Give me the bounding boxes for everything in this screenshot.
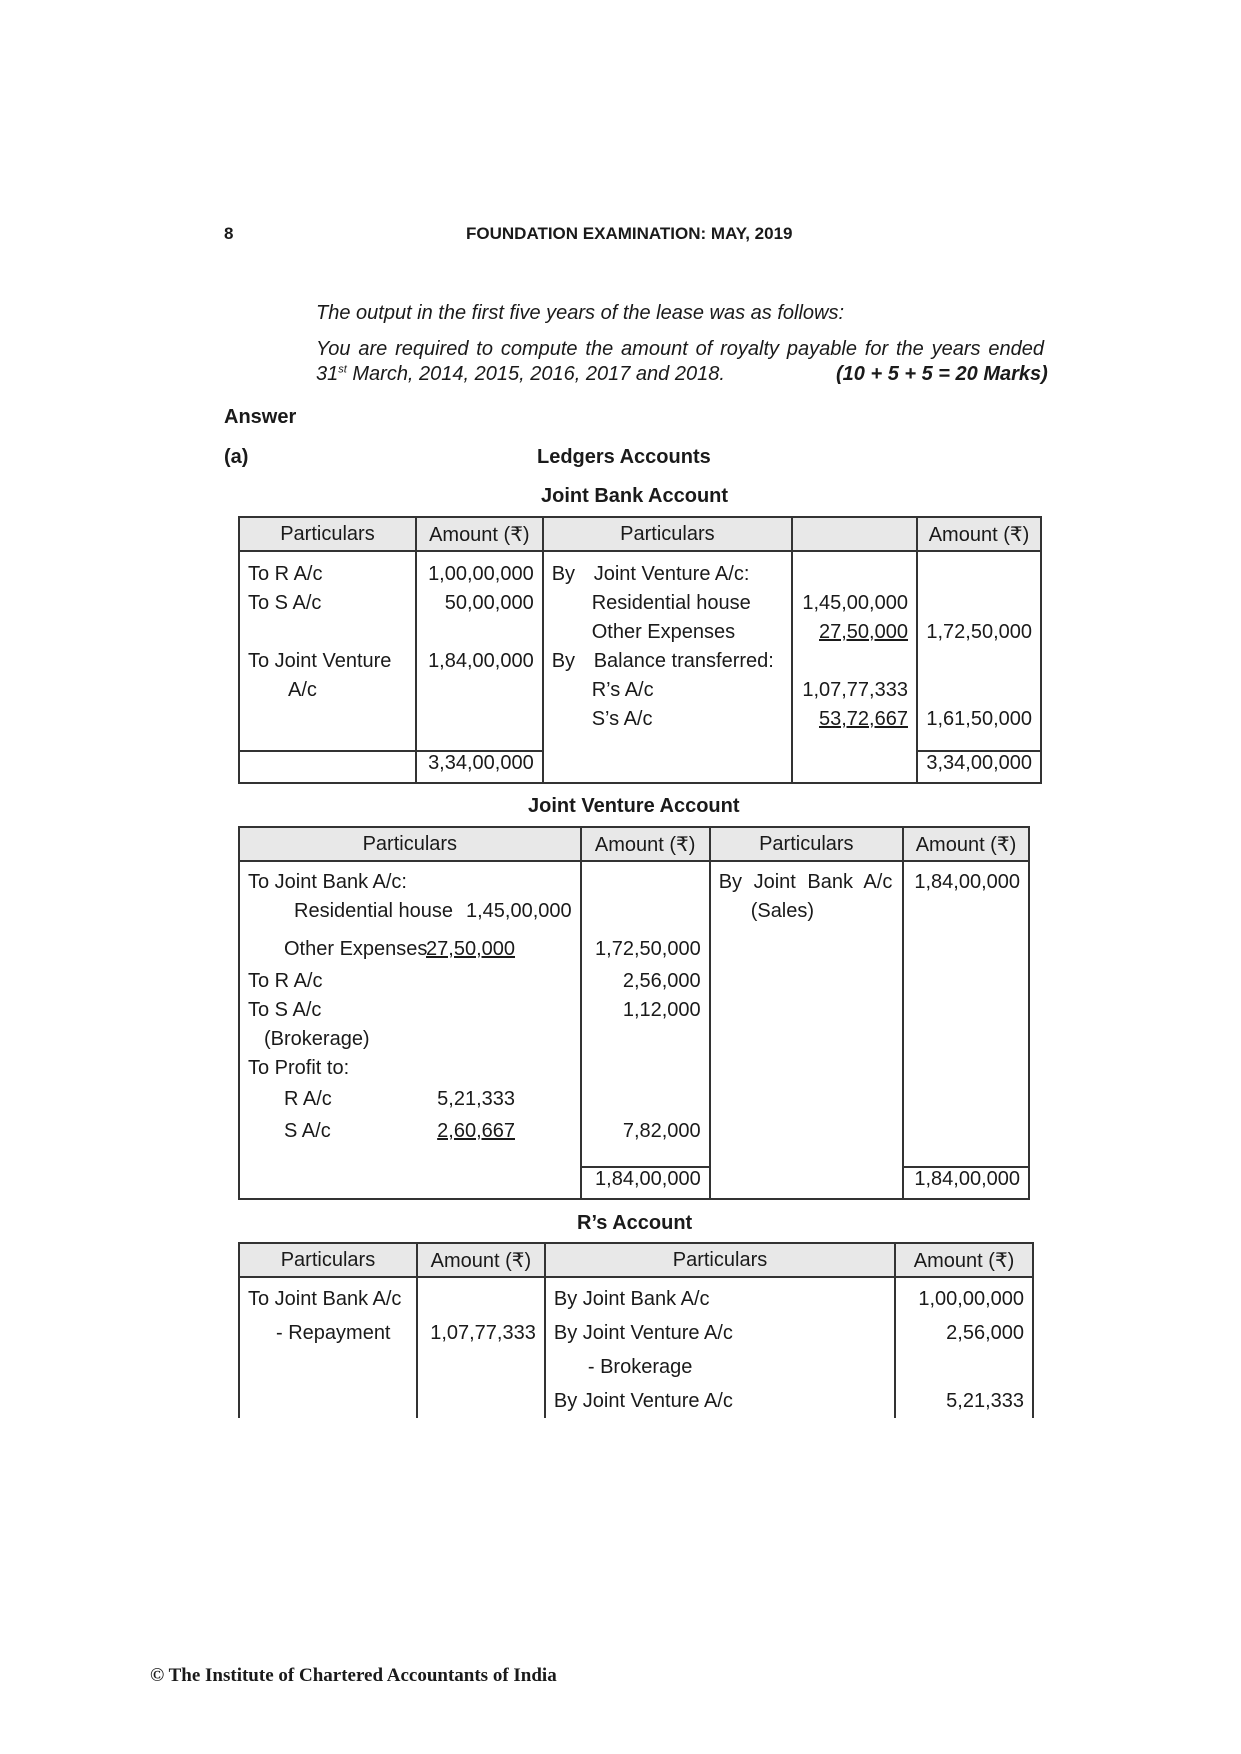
jv-cr-amount: 1,84,00,000 bbox=[914, 871, 1020, 893]
jb-dr-r: To R A/c bbox=[248, 563, 323, 585]
jb-cr-r: R’s A/c bbox=[591, 679, 654, 701]
jv-dr-particulars bbox=[239, 861, 581, 1167]
jb-cr-subtotal-2: 1,61,50,000 bbox=[926, 708, 1032, 730]
r-dr-amounts bbox=[417, 1277, 545, 1418]
jb-cr-by1: By bbox=[551, 563, 576, 585]
jb-dr-jv-2: A/c bbox=[288, 679, 317, 701]
jb-cr-other: Other Expenses bbox=[591, 621, 736, 643]
ledgers-title: Ledgers Accounts bbox=[537, 446, 711, 468]
r-cr-by-jv-2: By Joint Venture A/c bbox=[553, 1390, 733, 1412]
r-cr-brokerage: - Brokerage bbox=[587, 1356, 693, 1378]
jb-cr-inner-amounts bbox=[792, 551, 917, 751]
jb-total-dr: 3,34,00,000 bbox=[416, 751, 543, 783]
jb-dr-s: To S A/c bbox=[248, 592, 322, 614]
col-amount-cr: Amount (₹) bbox=[895, 1243, 1033, 1277]
r-cr-amounts bbox=[895, 1277, 1033, 1418]
jv-dr-s-amt: 2,60,667 bbox=[437, 1120, 515, 1142]
r-dr-particulars bbox=[239, 1277, 417, 1418]
jv-dr-to-s: To S A/c bbox=[248, 999, 322, 1021]
jb-cr-residential-amt: 1,45,00,000 bbox=[802, 592, 908, 614]
jb-total-cr: 3,34,00,000 bbox=[917, 751, 1041, 783]
jv-dr-other-amt: 27,50,000 bbox=[426, 938, 515, 960]
jv-dr-r-amt: 5,21,333 bbox=[437, 1088, 515, 1110]
jv-dr-residential-amt: 1,45,00,000 bbox=[466, 900, 572, 922]
r-cr-bank-amt: 1,00,00,000 bbox=[918, 1288, 1024, 1310]
jv-dr-r: R A/c bbox=[284, 1088, 332, 1110]
footer-copyright: © The Institute of Chartered Accountants of India bbox=[150, 1665, 557, 1686]
jb-cr-by2: By bbox=[551, 650, 576, 672]
jb-cr-residential: Residential house bbox=[591, 592, 751, 614]
joint-venture-title: Joint Venture Account bbox=[528, 795, 740, 817]
r-cr-particulars bbox=[545, 1277, 895, 1418]
r-cr-by-jv-1: By Joint Venture A/c bbox=[553, 1322, 733, 1344]
r-cr-by-bank: By Joint Bank A/c bbox=[553, 1288, 710, 1310]
jb-dr-s-amt: 50,00,000 bbox=[444, 592, 534, 614]
jv-dr-s: S A/c bbox=[284, 1120, 331, 1142]
jv-dr-to-r: To R A/c bbox=[248, 970, 323, 992]
col-particulars: Particulars bbox=[239, 1243, 417, 1277]
r-cr-jv-2-amt: 5,21,333 bbox=[946, 1390, 1024, 1412]
jv-dr-residential: Residential house bbox=[294, 900, 453, 922]
jb-cr-r-amt: 1,07,77,333 bbox=[802, 679, 908, 701]
jv-dr-to-r-amt: 2,56,000 bbox=[622, 970, 701, 992]
col-amount-cr: Amount (₹) bbox=[903, 827, 1029, 861]
jv-dr-profit: To Profit to: bbox=[248, 1057, 350, 1079]
answer-label: Answer bbox=[224, 406, 297, 428]
jv-cr-by-bank: By Joint Bank A/c bbox=[718, 871, 893, 893]
page-number: 8 bbox=[224, 224, 234, 243]
jv-dr-brokerage: (Brokerage) bbox=[264, 1028, 370, 1050]
r-dr-to-bank: To Joint Bank A/c bbox=[248, 1288, 402, 1310]
col-particulars-cr: Particulars bbox=[545, 1243, 895, 1277]
jv-dr-other: Other Expenses bbox=[284, 938, 428, 960]
jb-cr-s: S’s A/c bbox=[591, 708, 653, 730]
r-dr-repayment-amt: 1,07,77,333 bbox=[430, 1322, 536, 1344]
col-particulars-cr: Particulars bbox=[543, 517, 792, 551]
question-line-2: You are required to compute the amount of royalty payable for the years ended bbox=[316, 338, 1044, 360]
jb-dr-jv: To Joint Venture bbox=[248, 650, 392, 672]
joint-bank-table bbox=[238, 516, 1042, 784]
jb-dr-jv-amt: 1,84,00,000 bbox=[428, 650, 534, 672]
jv-cr-particulars bbox=[710, 861, 903, 1167]
jv-total-cr: 1,84,00,000 bbox=[903, 1167, 1029, 1199]
answer-part: (a) bbox=[224, 446, 249, 468]
jb-cr-s-amt: 53,72,667 bbox=[819, 708, 908, 730]
col-particulars-cr: Particulars bbox=[710, 827, 903, 861]
col-amount-cr: Amount (₹) bbox=[917, 517, 1041, 551]
jv-total-dr: 1,84,00,000 bbox=[581, 1167, 710, 1199]
jb-dr-amounts bbox=[416, 551, 543, 751]
jv-cr-amounts bbox=[903, 861, 1029, 1167]
col-particulars: Particulars bbox=[239, 827, 581, 861]
jb-cr-amounts bbox=[917, 551, 1041, 751]
jv-dr-subtotal-2: 7,82,000 bbox=[622, 1120, 701, 1142]
page-header-title: FOUNDATION EXAMINATION: MAY, 2019 bbox=[466, 224, 793, 243]
r-account-title: R’s Account bbox=[577, 1212, 693, 1234]
jv-dr-subtotal-1: 1,72,50,000 bbox=[595, 938, 701, 960]
r-cr-brokerage-amt bbox=[904, 1350, 1024, 1384]
jb-cr-particulars bbox=[543, 551, 792, 751]
question-line-3: 31st March, 2014, 2015, 2016, 2017 and 2018. bbox=[316, 363, 725, 385]
jb-cr-other-amt: 27,50,000 bbox=[819, 621, 908, 643]
r-dr-repayment: - Repayment bbox=[276, 1322, 391, 1344]
r-cr-jv-1-amt: 2,56,000 bbox=[946, 1322, 1024, 1344]
jv-dr-amounts bbox=[581, 861, 710, 1167]
question-line-1: The output in the first five years of the lease was as follows: bbox=[316, 302, 845, 324]
joint-bank-title: Joint Bank Account bbox=[541, 485, 729, 507]
col-amount: Amount (₹) bbox=[581, 827, 710, 861]
jb-dr-particulars bbox=[239, 551, 416, 751]
jv-cr-sales: (Sales) bbox=[750, 900, 815, 922]
question-marks: (10 + 5 + 5 = 20 Marks) bbox=[836, 363, 1048, 385]
col-blank bbox=[792, 517, 917, 551]
joint-venture-table bbox=[238, 826, 1030, 1200]
jb-cr-balance: Balance transferred: bbox=[593, 650, 774, 672]
jb-cr-jv: Joint Venture A/c: bbox=[593, 563, 750, 585]
r-account-table bbox=[238, 1242, 1034, 1418]
jb-dr-r-amt: 1,00,00,000 bbox=[428, 563, 534, 585]
col-amount: Amount (₹) bbox=[416, 517, 543, 551]
jb-cr-subtotal-1: 1,72,50,000 bbox=[926, 621, 1032, 643]
jv-dr-to-s-amt: 1,12,000 bbox=[622, 999, 701, 1021]
col-particulars: Particulars bbox=[239, 517, 416, 551]
col-amount: Amount (₹) bbox=[417, 1243, 545, 1277]
jv-dr-to-bank: To Joint Bank A/c: bbox=[248, 871, 407, 893]
